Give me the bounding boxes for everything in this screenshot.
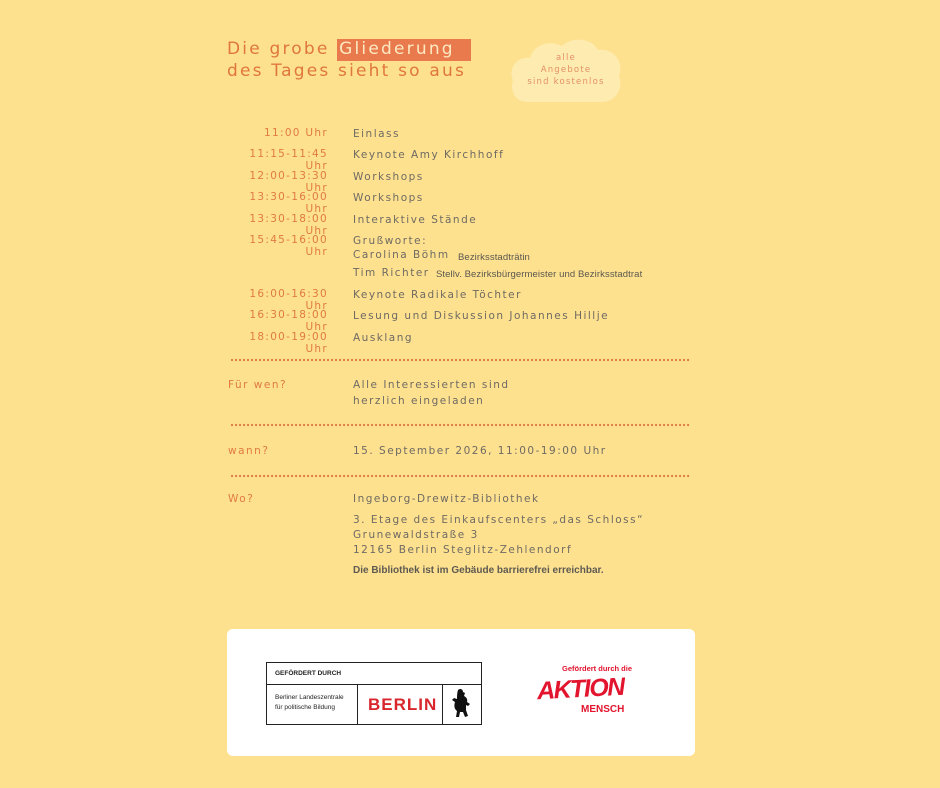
berlin-lz-line1: Berliner Landeszentrale [275,694,344,701]
for-whom-label: Für wen? [228,379,288,391]
badge-line1: alle [556,53,576,63]
schedule-time: 18:00-19:00 Uhr [249,331,328,355]
schedule-time: 16:30-18:00 Uhr [249,309,328,333]
schedule-activity: Interaktive Stände [353,214,478,226]
for-whom-line2: herzlich eingeladen [353,395,485,407]
schedule-time: 16:00-16:30 Uhr [249,288,328,312]
schedule-time: 11:15-11:45 Uhr [249,148,328,172]
where-street: Grunewaldstraße 3 [353,529,479,541]
berlin-logo [266,662,482,725]
schedule-time: 12:00-13:30 Uhr [249,170,328,194]
schedule-activity: Workshops [353,192,424,204]
title-line2: des Tages sieht so aus [227,61,467,81]
for-whom-line1: Alle Interessierten sind [353,379,510,391]
aktion-mensch-logo: AKTION [536,672,625,706]
badge-line2: Angebote [540,65,592,75]
accessibility-note: Die Bibliothek ist im Gebäude barrierefrei erreichbar. [353,565,604,576]
schedule-activity: Einlass [353,128,400,140]
page-title [227,38,471,82]
aktion-sub: Gefördert durch die [562,664,633,673]
schedule-activity: Grußworte: [353,235,428,247]
free-offers-badge [510,38,622,102]
schedule-time: 13:30-16:00 Uhr [249,191,328,215]
dotted-divider [231,357,693,363]
where-floor: 3. Etage des Einkaufscenters „das Schloss“ [353,514,645,526]
greeting-role: Bezirksstadträtin [458,252,530,263]
badge-line3: sind kostenlos [527,77,605,87]
dotted-divider [231,422,693,428]
schedule-activity: Ausklang [353,332,414,344]
schedule-activity: Keynote Amy Kirchhoff [353,149,505,161]
berlin-header: GEFÖRDERT DURCH [275,670,342,677]
where-label: Wo? [228,493,255,505]
sponsor-footer [227,629,695,756]
where-city: 12165 Berlin Steglitz-Zehlendorf [353,544,573,556]
schedule-time: 13:30-18:00 Uhr [249,213,328,237]
berlin-lz-line2: für politische Bildung [275,704,335,711]
schedule-activity: Lesung und Diskussion Johannes Hillje [353,310,610,322]
berlin-word: BERLIN [368,695,438,714]
schedule-time: 11:00 Uhr [264,127,328,139]
greeting-name: Carolina Böhm [353,249,450,261]
greeting-name: Tim Richter [353,267,430,279]
dotted-divider [231,473,693,479]
schedule-activity: Keynote Radikale Töchter [353,289,522,301]
where-venue: Ingeborg-Drewitz-Bibliothek [353,493,540,505]
schedule-activity: Workshops [353,171,424,183]
berlin-bear-icon [449,688,473,720]
title-part1: Die grobe [227,39,338,59]
when-value: 15. September 2026, 11:00-19:00 Uhr [353,445,607,457]
aktion-mensch-word: MENSCH [581,704,625,715]
title-highlight: Gliederung [337,39,471,61]
schedule-time: 15:45-16:00 Uhr [249,234,328,258]
when-label: wann? [228,445,270,457]
greeting-role: Stellv. Bezirksbürgermeister und Bezirksstadtrat [436,269,643,280]
